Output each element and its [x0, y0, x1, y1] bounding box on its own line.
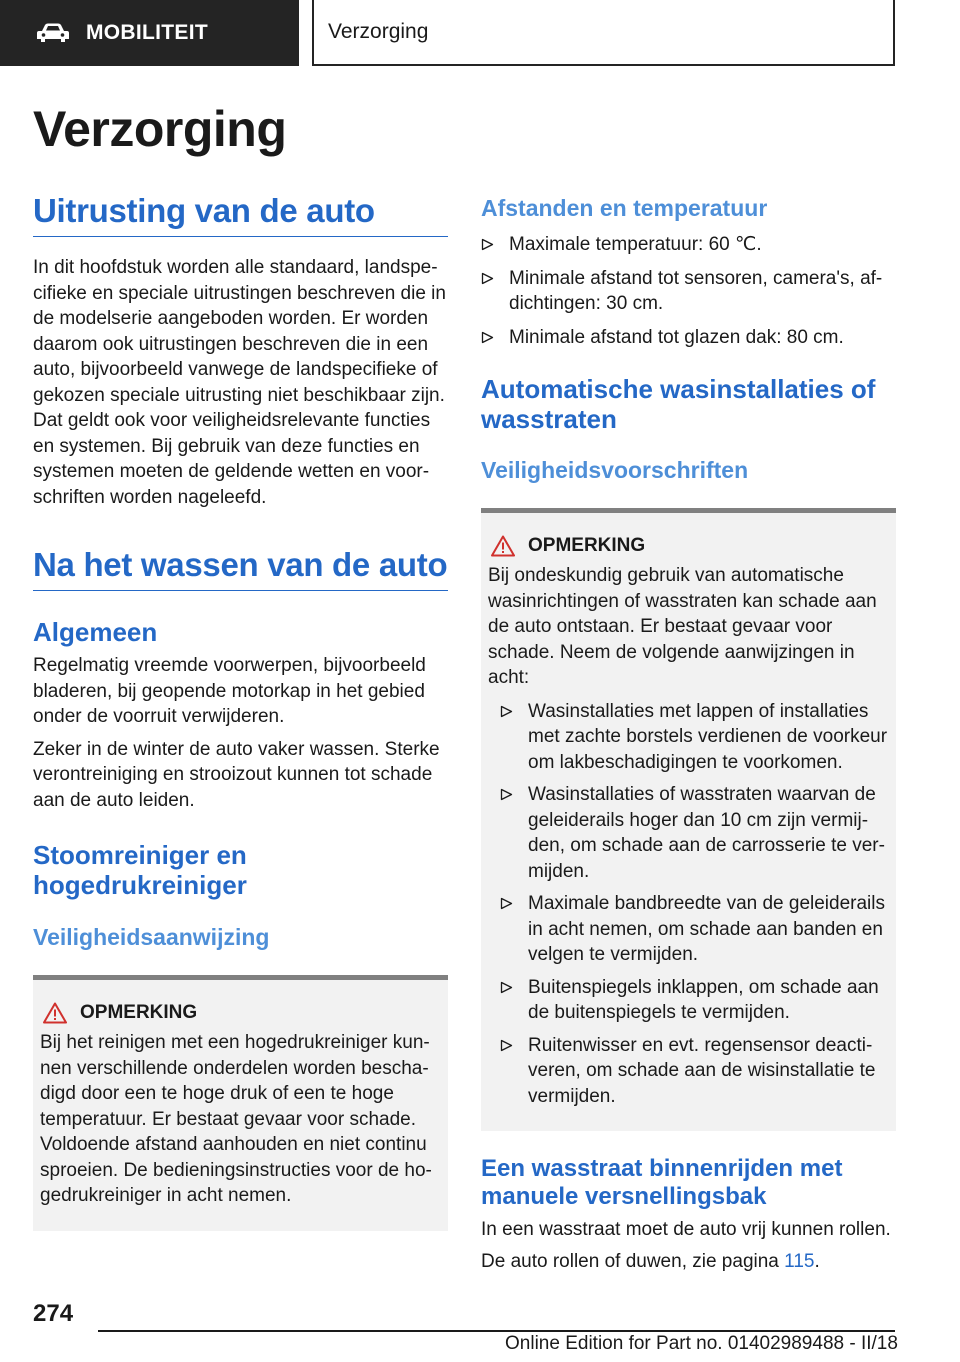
triangle-bullet-icon — [500, 788, 513, 801]
heading-veiligheidsvoorschriften: Veiligheidsvoorschriften — [481, 457, 749, 483]
list-item — [481, 232, 896, 258]
heading-afstanden: Afstanden en temperatuur — [481, 195, 768, 221]
heading-wasstraat: Een wasstraat binnenrijden met manuele versnellingsbak — [481, 1155, 843, 1210]
list-item — [500, 699, 888, 776]
triangle-bullet-icon — [500, 981, 513, 994]
warning-note — [33, 975, 448, 1231]
note-header — [488, 535, 888, 557]
warning-icon — [491, 535, 515, 557]
triangle-bullet-icon — [500, 897, 513, 910]
heading-automatische: Automatische wasinstallaties of wasstraten — [481, 374, 876, 434]
paragraph-wasstraat-2 — [481, 1249, 896, 1275]
heading-stoomreiniger: Stoomreiniger en hogedrukreiniger — [33, 840, 247, 900]
paragraph-text: De auto rollen of duwen, zie pagina — [481, 1250, 785, 1272]
paragraph-wasstraat-1: In een wasstraat moet de auto vrij kunnen rollen. — [481, 1219, 891, 1240]
car-icon — [36, 22, 70, 44]
list-item-text: Maximale temperatuur: 60 ℃. — [509, 234, 762, 255]
list-item-text: Buitenspiegels inklappen, om schade aan de buitenspiegels te vermijden. — [528, 976, 879, 1023]
list-item — [481, 325, 896, 351]
footer-divider — [98, 1330, 895, 1332]
list-item-text: Wasinstallaties met lappen of installaties met zachte borstels verdienen de voorkeur om lakbeschadigingen te voorkomen. — [528, 700, 888, 773]
list-item — [481, 266, 896, 317]
list-item — [500, 782, 888, 884]
heading-algemeen: Algemeen — [33, 617, 158, 647]
list-item — [500, 975, 888, 1026]
paragraph-uitrusting: In dit hoofdstuk worden alle standaard, landspecifieke en speciale uitrustingen beschreven die in de modelserie aangeboden worden. Er worden daarom ook uitrustingen beschreven die in een auto, bijvoorbeeld vanwege de landspecifieke of gekozen speciale uitrusting niet beschikbaar zijn. Dat geldt ook voor veiligheidsrelevante functies en systemen. Bij gebruik van deze functies en systemen moeten de geldende wetten en voorschriften worden nageleefd. — [33, 257, 446, 508]
right-column — [481, 190, 896, 1274]
triangle-bullet-icon — [500, 1039, 513, 1052]
chapter-label: MOBILITEIT — [86, 21, 208, 44]
section-label: Verzorging — [312, 0, 895, 66]
page-number: 274 — [33, 1300, 74, 1327]
list-item-text: Wasinstallaties of wasstraten waarvan de geleiderails hoger dan 10 cm zijn vermijden, om schade aan de carrosserie te vermijden. — [528, 784, 885, 882]
triangle-bullet-icon — [481, 272, 494, 285]
list-item — [500, 1033, 888, 1110]
paragraph-algemeen-2: Zeker in de winter de auto vaker wassen. Sterke verontreiniging en strooizout kunnen tot schade aan de auto leiden. — [33, 738, 440, 811]
paragraph-end: . — [814, 1250, 820, 1272]
warning-icon — [43, 1002, 67, 1024]
list-item-text: Ruitenwisser en evt. regensensor deactiveren, om schade aan de wisinstallatie te vermijden. — [528, 1034, 876, 1107]
paragraph-algemeen-1: Regelmatig vreemde voorwerpen, bijvoorbeeld bladeren, bij geopende motorkap in het gebied onder de voorruit verwijderen. — [33, 655, 426, 727]
list-item-text: Maximale bandbreedte van de geleiderails in acht nemen, om schade aan banden en velgen te vermijden. — [528, 893, 886, 965]
list-item-text: Minimale afstand tot sensoren, camera's, afdichtingen: 30 cm. — [509, 267, 883, 314]
page-title: Verzorging — [33, 101, 287, 157]
warning-note — [481, 508, 896, 1131]
note-heading: OPMERKING — [80, 1002, 198, 1023]
footer-edition: Online Edition for Part no. 01402989488 - II/18 — [505, 1333, 898, 1354]
note-body: Bij ondeskundig gebruik van automatische wasinrichtingen of wasstraten kan schade aan de auto ontstaan. Er bestaat gevaar voor schade. Neem de volgende aanwijzingen in acht: — [488, 565, 877, 688]
triangle-bullet-icon — [481, 238, 494, 251]
list-afstanden — [481, 232, 896, 350]
note-body: Bij het reinigen met een hogedrukreiniger kunnen verschillende onderdelen worden beschadigd door een te hoge druk of een te hoge temperatuur. Er bestaat gevaar voor schade. Voldoende afstand aanhouden en niet continu sproeien. De bedieningsinstructies voor de hogedrukreiniger in acht nemen. — [40, 1032, 432, 1206]
note-header — [40, 1002, 440, 1024]
triangle-bullet-icon — [500, 705, 513, 718]
chapter-tab[interactable] — [0, 0, 299, 66]
heading-uitrusting: Uitrusting van de auto — [33, 190, 448, 237]
heading-na-wassen: Na het wassen van de auto — [33, 544, 448, 591]
page-link[interactable]: 115 — [784, 1250, 815, 1272]
list-item-text: Minimale afstand tot glazen dak: 80 cm. — [509, 326, 844, 348]
left-column — [33, 190, 448, 1231]
heading-veiligheidsaanwijzing: Veiligheidsaanwijzing — [33, 924, 270, 950]
note-list — [500, 699, 888, 1110]
triangle-bullet-icon — [481, 331, 494, 344]
list-item — [500, 891, 888, 968]
note-heading: OPMERKING — [528, 535, 646, 556]
